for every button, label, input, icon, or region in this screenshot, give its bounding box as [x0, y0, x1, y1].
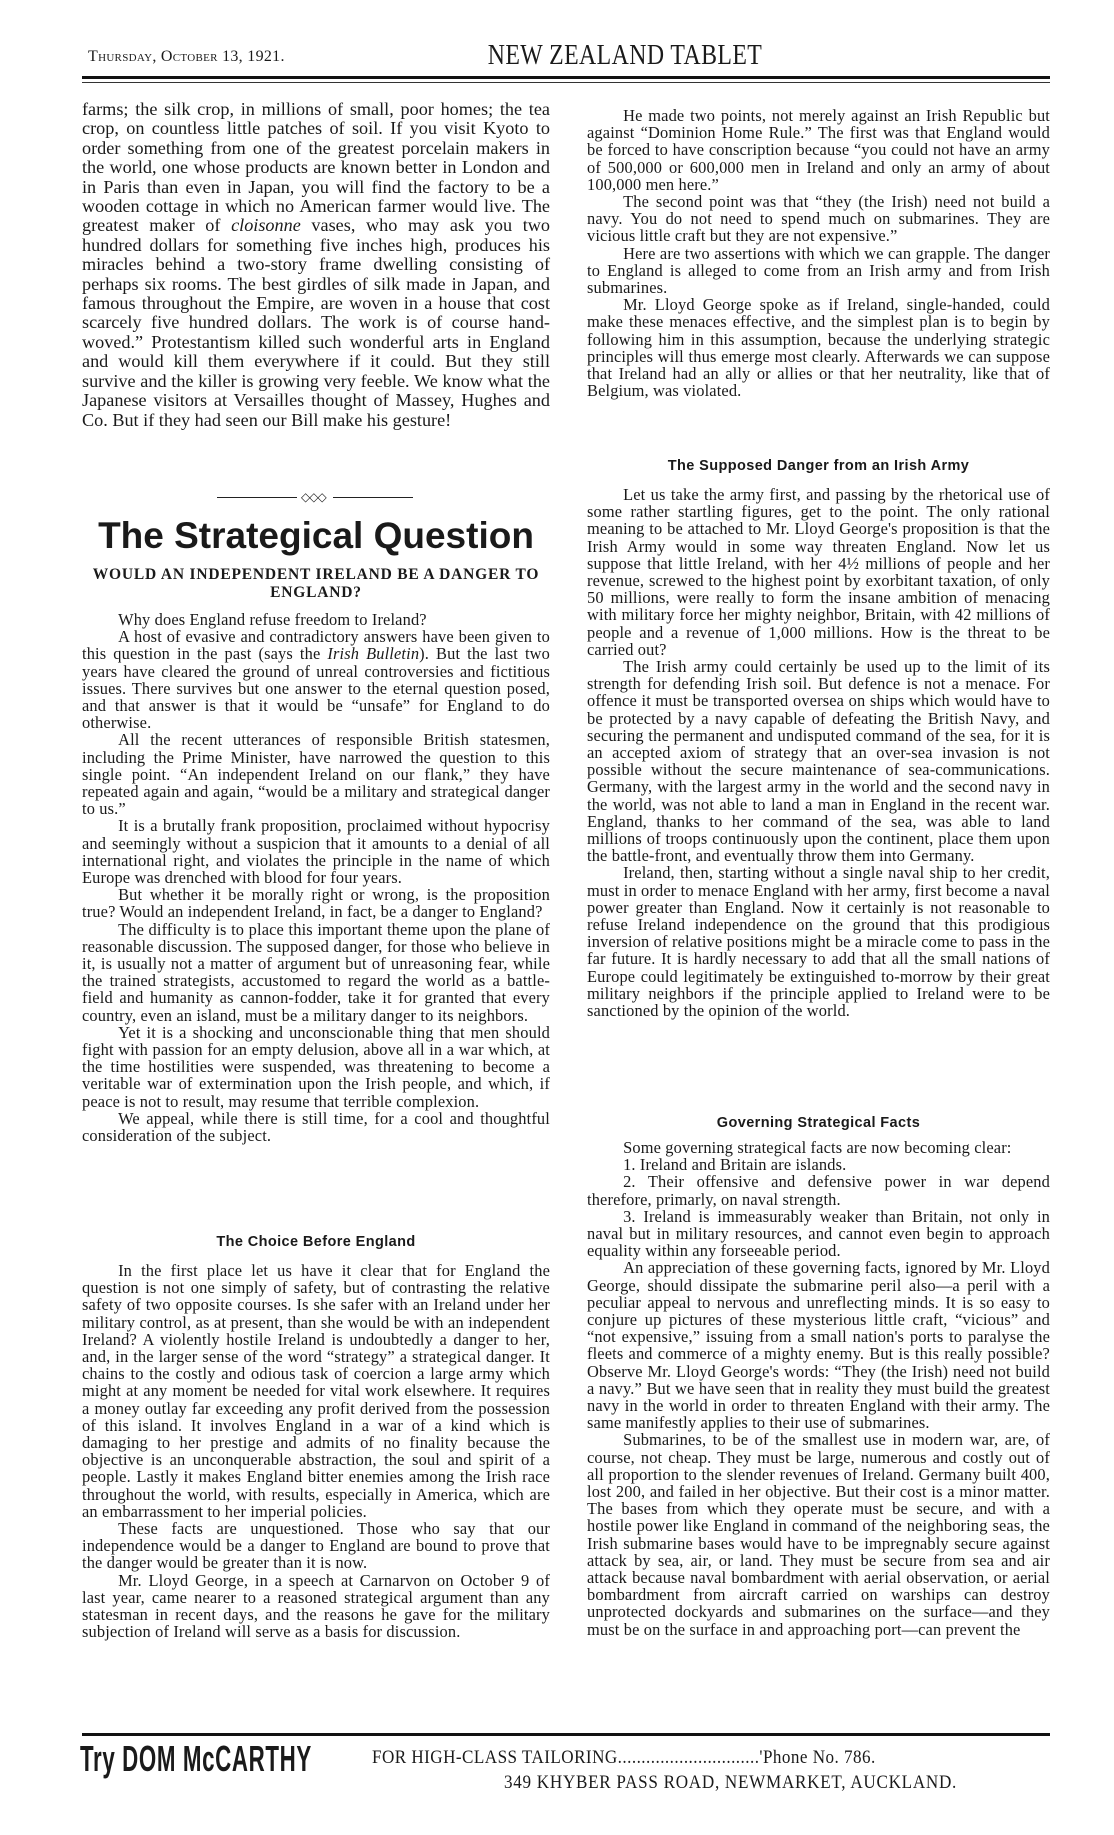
article-paragraph: Let us take the army first, and passing by the rhetorical use of some rather startling figures, get to the point. The only rational meaning to be attached to Mr. Lloyd George's proposition is that the Irish Army would in some way threaten England. Now let us suppose that little Ireland, with her 4½ millions of people and her revenue, screwed to the highest point by exorbitant taxation, of only 50 millions, were really to form the insane ambition of menacing with military force her mighty neighbor, Britain, with 42 millions of people and a revenue of 1,000 millions. How is the threat to be carried out? — [587, 485, 1050, 659]
article-paragraph: But whether it be morally right or wrong, is the proposition true? Would an independent Ireland, in fact, be a danger to England? — [82, 885, 550, 922]
advert-service-line — [372, 1747, 876, 1769]
numbered-fact: 2. Their offensive and defensive power in war depend therefore, primarly, on naval strength. — [587, 1172, 1050, 1209]
masthead-rule — [82, 76, 1050, 79]
article-paragraph: He made two points, not merely against an Irish Republic but against “Dominion Home Rule.” The first was that England would be forced to have conscription because “you could not have an army of 500,000 or 600,000 men in Ireland and only an army of about 100,000 men here.” — [587, 106, 1050, 194]
article-paragraph: A host of evasive and contradictory answers have been given to this question in the past (says the Irish Bulletin). But the last two years have cleared the ground of unreal controversies and fictitious issues. There survives but one answer to the eternal question posed, and that answer is that it would be “unsafe” for England to do otherwise. — [82, 627, 550, 733]
article-paragraph: We appeal, while there is still time, for a cool and thoughtful consideration of the subject. — [82, 1108, 550, 1146]
advert-leader-dots: .............................. — [617, 1747, 760, 1768]
ornament-line-right — [333, 497, 413, 498]
issue-date: Thursday, October 13, 1921. — [88, 48, 285, 65]
article-subtitle: WOULD AN INDEPENDENT IRELAND BE A DANGER TO ENGLAND? — [92, 566, 540, 601]
article-paragraph: The second point was that “they (the Irish) need not build a navy. You do not need to spend much on submarines. They are vicious little craft but they are not expensive.” — [587, 192, 1050, 246]
ornament-line-left — [217, 497, 297, 498]
article-paragraph: Yet it is a shocking and unconscionable thing that men should fight with passion for an empty delusion, above all in a war which, at the time hostilities were suspended, was threatening to become a veritable war of extermination upon the Irish people, and which, if peace is not to result, may resume that terrible complexion. — [82, 1022, 550, 1111]
section-army-body — [587, 486, 1050, 1019]
article-paragraph: An appreciation of these governing facts, ignored by Mr. Lloyd George, should dissipate the submarine peril also—a peril with a peculiar appeal to nervous and unreflecting minds. It is so easy to conjure up pictures of these mysterious little craft, “vicious” and “not expensive,” issuing from a small nation's ports to paralyse the fleets and commerce of a mighty enemy. But is this really possible? Observe Mr. Lloyd George's words: “They (the Irish) need not build a navy.” But we have seen that in reality they must build the greatest navy in the world in order to threaten England with their army. The same manifestly applies to their use of submarines. — [587, 1258, 1050, 1433]
article-paragraph: The Irish army could certainly be used up to the limit of its strength for defending Irish soil. But defence is not a menace. For offence it must be transported oversea on ships which would have to be protected by a navy capable of defeating the British Navy, and securing the permanent and undisputed command of the sea, for it is an accepted axiom of strategy that an over-sea invasion is not possible without the secure maintenance of sea-communications. Germany, with the largest army in the world and the second navy in the world, was not able to land a man in England in the recent war. England, thanks to her command of the sea, was able to land millions of troops continuously upon the continent, place them upon the battle-front, and eventually throw them into Germany. — [587, 657, 1050, 866]
numbered-fact: 1. Ireland and Britain are islands. — [623, 1155, 847, 1175]
article-body-left — [82, 611, 550, 1144]
article-paragraph: All the recent utterances of responsible British statesmen, including the Prime Minister, have narrowed the question to this single point. “An independent Ireland on our flank,” they have repeated again and again, “would be a military and strategical danger to us.” — [82, 730, 550, 819]
article-paragraph: It is a brutally frank proposition, proclaimed without hypocrisy and seemingly without a suspicion that it amounts to a denial of all international right, and violates the principle in the name of which Europe was drenched with blood for four years. — [82, 816, 550, 888]
article-paragraph: Mr. Lloyd George, in a speech at Carnarvon on October 9 of last year, came nearer to a reasoned strategical argument than any statesman in recent days, and the reasons he gave for the military subjection of Ireland will serve as a basis for discussion. — [82, 1570, 550, 1642]
newspaper-title: NEW ZEALAND TABLET — [487, 40, 763, 71]
diamond-ornament-icon: ◇◇◇ — [301, 490, 326, 504]
continued-article — [82, 100, 550, 430]
section-heading-army: The Supposed Danger from an Irish Army — [667, 458, 970, 474]
section-ornament — [217, 490, 413, 504]
article-paragraph: Mr. Lloyd George spoke as if Ireland, single-handed, could make these menaces effective, and the simplest plan is to begin by following him in this assumption, because the underlying strategic principles will thus emerge most clearly. Afterwards we can suppose that Ireland had an ally or allies or that her neutrality, like that of Belgium, was violated. — [587, 295, 1050, 401]
intro-paragraph: farms; the silk crop, in millions of small, poor homes; the tea crop, on countless little patches of soil. If you visit Kyoto to order something from one of the greatest porcelain makers in the world, one whose products are known better in London and in Paris than even in Japan, you will find the factory to be a wooden cottage in which no American farmer would live. The greatest maker of cloisonne vases, who may ask you two hundred dollars for something five inches high, produces his miracles behind a two-story frame dwelling consisting of perhaps six rooms. The best girdles of silk made in Japan, and famous throughout the Empire, are woven in a house that cost scarcely five hundred dollars. The work is of course hand-woved.” Protestantism killed such wonderful arts in England and would kill them everywhere if it could. But they still survive and the killer is growing very feeble. We know what the Japanese visitors at Versailles thought of Massey, Hughes and Co. But if they had seen our Bill make his gesture! — [82, 99, 550, 430]
section-heading-facts: Governing Strategical Facts — [716, 1115, 921, 1131]
article-paragraph: Some governing strategical facts are now becoming clear: — [623, 1138, 1012, 1157]
advert-service: FOR HIGH-CLASS TAILORING — [372, 1747, 618, 1768]
article-paragraph: Submarines, to be of the smallest use in modern war, are, of course, not cheap. They must be large, numerous and costly out of all proportion to the slender revenues of Ireland. Germany built 400, lost 200, and failed in her objective. But their cost is a minor matter. The bases from which they operate must be secure, and with a hostile power like England in command of the neighboring seas, the Irish submarine bases would have to be impregnably secure against attack by sea, air, or land. They must be secure from sea and air attack because naval bombardment with aerial observation, or aerial bombardment from aircraft carried on warships can destroy unprotected dockyards and submarines on the surface—and they must be on the surface in and approaching port—can prevent the — [587, 1430, 1050, 1639]
article-headline: The Strategical Question — [98, 515, 534, 556]
advert-phone: 'Phone No. 786. — [759, 1747, 876, 1768]
footer-rule — [82, 1733, 1050, 1736]
article-paragraph: In the first place let us have it clear that for England the question is not one simply of safety, but of contrasting the relative safety of two opposite courses. Is she safer with an Ireland under her military control, as at present, than she would be with an independent Ireland? A violently hostile Ireland is undoubtedly a danger to her, and, in the larger sense of the word “strategy” a strategical danger. It chains to the costly and odious task of coercion a large army which might at any moment be needed for vital work elsewhere. It requires a money outlay far exceeding any profit derived from the possession of this island. It involves England in a war of a kind which is damaging to her prestige and admits of no finality because the objective is an unconquerable abstraction, the soul and spirit of a people. Lastly it makes England bitter enemies among the Irish race throughout the world, with results, especially in America, which are an embarrassment to her imperial policies. — [82, 1261, 550, 1521]
article-paragraph: Ireland, then, starting without a single naval ship to her credit, must in order to menace England with her army, first become a naval power greater than England. Now it certainly is not reasonable to refuse Ireland independence on the ground that this prodigious inversion of relative positions might be a miracle come to pass in the far future. It is hardly necessary to add that all the small nations of Europe could legitimately be extinguished to-morrow by their great military neighbors if the principle applied to Ireland were to be sanctioned by the opinion of the world. — [587, 863, 1050, 1021]
article-paragraph: These facts are unquestioned. Those who say that our independence would be a danger to England are bound to prove that the danger would be greater than it is now. — [82, 1519, 550, 1573]
section-heading-choice: The Choice Before England — [216, 1234, 416, 1250]
numbered-fact: 3. Ireland is immeasurably weaker than Britain, not only in naval but in military resources, and cannot even begin to approach equality within any forseeable period. — [587, 1206, 1050, 1261]
advert-brand: Try DOM McCARTHY — [80, 1738, 312, 1779]
article-paragraph: Here are two assertions with which we can grapple. The danger to England is alleged to come from an Irish army and from Irish submarines. — [587, 243, 1050, 298]
article-paragraph: Why does England refuse freedom to Ireland? — [118, 610, 427, 629]
masthead-rule-thin — [82, 82, 1050, 83]
section-choice-body — [82, 1262, 550, 1640]
advert-address: 349 KHYBER PASS ROAD, NEWMARKET, AUCKLAND. — [504, 1772, 958, 1793]
article-body-right — [587, 107, 1050, 399]
section-facts-body — [587, 1139, 1050, 1638]
article-paragraph: The difficulty is to place this important theme upon the plane of reasonable discussion. The supposed danger, for those who believe in it, is usually not a matter of argument but of unreasoning fear, while the trained strategists, accustomed to regard the world as a battle-field and humanity as cannon-fodder, take it for granted that every country, even an island, must be a military danger to its neighbors. — [82, 919, 550, 1025]
